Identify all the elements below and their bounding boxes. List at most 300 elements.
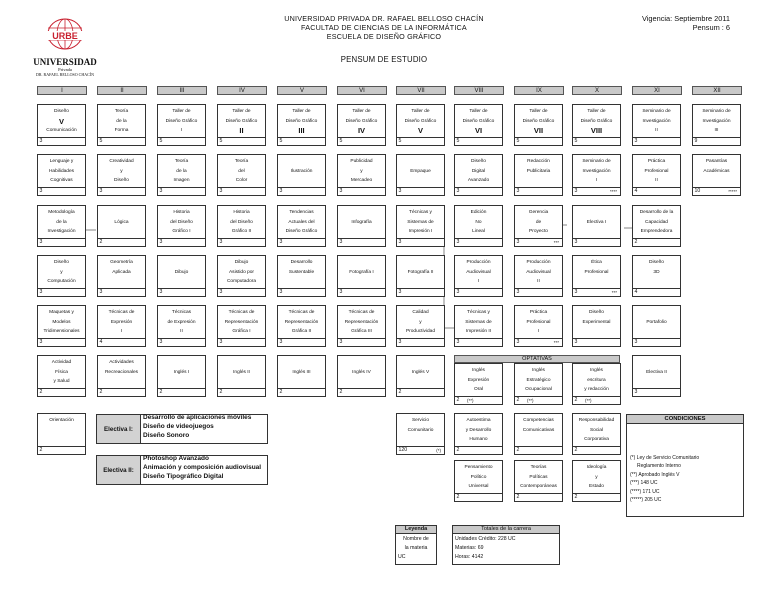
electiva-2-label: Electiva II: — [97, 456, 141, 484]
course-divider — [515, 187, 562, 188]
electiva-2-item: Diseño Tipográfico Digital — [143, 473, 224, 480]
course-name-line: Taller de — [172, 109, 191, 114]
course-divider — [573, 493, 620, 494]
course-credits: 2 — [279, 389, 283, 395]
course-credits: 3 — [279, 289, 283, 295]
course-credits: 2 — [159, 389, 163, 395]
course-credits: 3 — [339, 188, 343, 194]
course-box — [454, 255, 503, 297]
course-divider — [573, 396, 620, 397]
course-name — [398, 208, 443, 237]
course-name — [219, 308, 264, 337]
course-name-line: Gráfica II — [291, 329, 312, 334]
course-divider — [158, 137, 205, 138]
semester-header: III — [157, 86, 207, 95]
course-name — [694, 157, 739, 186]
course-name-line: Impresión II — [465, 329, 492, 334]
course-name-line: Física — [55, 369, 68, 375]
course-name-line — [398, 176, 443, 186]
course-name-line: No — [475, 219, 482, 225]
course-name — [456, 463, 501, 492]
course-name-line: Sistemas de — [465, 319, 492, 325]
course-name — [574, 208, 619, 237]
course-name-line — [99, 277, 144, 287]
course-credits: 3 — [398, 188, 402, 194]
course-name-line: y — [595, 474, 598, 480]
course-name-line: Ocupacional — [525, 387, 552, 392]
course-name-line: Pensamiento — [464, 465, 493, 470]
course-name — [279, 157, 324, 186]
course-box — [337, 104, 386, 146]
course-divider — [397, 338, 444, 339]
course-credits: 3 — [634, 138, 638, 144]
course-credits: 3 — [159, 289, 163, 295]
course-divider — [397, 388, 444, 389]
course-name-line: II — [239, 126, 244, 135]
course-divider — [455, 493, 502, 494]
course-box — [514, 104, 563, 146]
course-name-line: Expresión — [467, 377, 490, 383]
course-name — [99, 157, 144, 186]
course-name — [456, 258, 501, 287]
course-name-line: Audiovisual — [466, 269, 491, 275]
course-divider — [158, 338, 205, 339]
course-box — [157, 205, 206, 247]
course-credits: 5 — [339, 138, 343, 144]
course-name-line: Portafolio — [646, 319, 667, 325]
course-divider — [515, 338, 562, 339]
course-name — [279, 208, 324, 237]
course-credits: 3 — [39, 289, 43, 295]
course-name — [456, 107, 501, 136]
course-credits: 3 — [339, 239, 343, 245]
course-name-line: Gráfica III — [351, 329, 372, 334]
course-name — [516, 463, 561, 492]
optativas-header: OPTATIVAS — [454, 355, 620, 363]
course-credits: 5 — [159, 138, 163, 144]
condition-line: (*) Ley de Servicio Comunitario — [630, 455, 700, 461]
course-name-line: Diseño Gráfico — [285, 229, 318, 234]
totals-title: Totales de la carrera — [453, 526, 559, 534]
course-name-line: Competencias — [523, 418, 554, 423]
course-divider — [338, 288, 385, 289]
condition-line: (**) Aprobado Inglés V — [630, 471, 680, 478]
course-name — [456, 208, 501, 237]
course-box — [632, 154, 681, 196]
course-divider — [515, 137, 562, 138]
course-name-line: Impresión I — [408, 229, 433, 234]
course-credits: 3 — [279, 188, 283, 194]
course-name-line: Computadora — [226, 279, 257, 284]
course-name-line: Taller de — [411, 109, 430, 114]
course-box — [396, 413, 445, 455]
course-divider — [278, 388, 325, 389]
course-divider — [158, 238, 205, 239]
course-name-line: Seminario de — [702, 109, 731, 114]
course-name-line: Pasantías — [705, 159, 728, 164]
course-name-line — [279, 157, 324, 167]
course-name-line: Diseño Gráfico — [225, 118, 258, 124]
course-divider — [455, 137, 502, 138]
course-condition-mark: *** — [553, 340, 559, 345]
electiva-2-item: Photoshop Avanzado — [143, 455, 209, 462]
course-name-line: VI — [474, 126, 483, 135]
course-name-line: VIII — [590, 126, 603, 135]
course-name-line: Teoría — [114, 109, 129, 114]
course-name-line: I — [537, 329, 540, 334]
course-box — [337, 305, 386, 347]
course-name-line: Corporativa — [584, 437, 609, 442]
logo-sub1: Privada — [58, 67, 72, 72]
course-credits: 4 — [634, 188, 638, 194]
course-name-line — [634, 377, 679, 387]
course-name-line: Fotografía I — [349, 269, 374, 275]
course-credits: 2 — [574, 494, 578, 500]
course-credits: 3 — [574, 188, 578, 194]
course-name-line: y — [120, 168, 123, 174]
course-name-line: Desarrollo de la — [639, 210, 674, 215]
course-name-line — [159, 258, 204, 268]
course-condition-mark: ***** — [728, 189, 737, 194]
totals-line: Unidades Crédito: 228 UC — [455, 536, 516, 542]
course-box — [514, 413, 563, 455]
course-box — [37, 355, 86, 397]
course-name-line: I — [180, 128, 183, 133]
course-name-line: V — [417, 126, 423, 135]
course-name-line — [159, 358, 204, 368]
course-box — [37, 205, 86, 247]
course-divider — [397, 238, 444, 239]
course-name-line: Actividad — [51, 360, 72, 365]
course-name-line: Diseño Gráfico — [285, 118, 318, 124]
course-name-line: de la — [116, 118, 127, 124]
course-name-line: Diseño Gráfico — [462, 118, 495, 124]
course-box — [37, 413, 86, 455]
course-box — [454, 154, 503, 196]
course-name-line: Ilustración — [290, 168, 313, 174]
course-name-line: Responsabilidad — [578, 418, 615, 423]
course-box — [277, 205, 326, 247]
course-name-line: y redacción — [584, 387, 609, 392]
course-name-line — [99, 227, 144, 237]
course-name — [634, 208, 679, 237]
course-divider — [38, 338, 85, 339]
course-divider — [515, 238, 562, 239]
conditions-box — [626, 414, 744, 517]
course-divider — [573, 137, 620, 138]
course-name-line: Digital — [471, 168, 486, 174]
course-name-line — [159, 277, 204, 287]
course-name-line — [634, 358, 679, 368]
course-name-line: Electiva I — [586, 219, 607, 225]
course-name-line: Experimental — [582, 319, 611, 325]
electiva-2-items — [143, 454, 261, 481]
course-name-line: Expresión — [110, 319, 133, 325]
course-name-line: Color — [235, 178, 248, 183]
course-name-line — [634, 277, 679, 287]
course-name — [456, 366, 501, 395]
course-divider — [158, 187, 205, 188]
course-name — [634, 308, 679, 337]
course-credits: 9 — [694, 138, 698, 144]
course-credits: 5 — [279, 138, 283, 144]
course-name — [219, 208, 264, 237]
course-condition-mark: (*) — [436, 448, 441, 453]
course-credits: 2 — [339, 389, 343, 395]
semester-header: VI — [337, 86, 387, 95]
course-name — [574, 463, 619, 492]
course-name-line: Técnicas de — [348, 310, 375, 315]
course-name-line: Historia — [173, 210, 190, 215]
semester-header: II — [97, 86, 147, 95]
course-name-line: Técnicas de — [108, 310, 135, 315]
course-name-line: de la — [176, 168, 187, 174]
school-name: ESCUELA DE DISEÑO GRÁFICO — [326, 32, 442, 41]
course-name-line — [516, 176, 561, 186]
course-credits: 3 — [634, 389, 638, 395]
course-condition-mark: (**) — [527, 398, 534, 403]
course-name — [159, 258, 204, 287]
course-box — [277, 305, 326, 347]
course-name — [279, 258, 324, 287]
course-credits: 5 — [516, 138, 520, 144]
course-box — [396, 205, 445, 247]
course-name-line: Orientación — [49, 418, 74, 423]
course-name-line: Diseño — [471, 159, 486, 164]
course-name-line: Diseño Gráfico — [522, 118, 555, 124]
legend-line: la materia — [404, 545, 428, 551]
course-divider — [573, 288, 620, 289]
course-credits: 5 — [219, 138, 223, 144]
course-credits: 3 — [516, 289, 520, 295]
course-credits: 3 — [99, 289, 103, 295]
course-name-line — [516, 435, 561, 445]
course-name-line: Infografía — [351, 219, 372, 225]
course-name — [634, 107, 679, 136]
course-name-line: Capacidad — [645, 219, 668, 225]
course-name-line: Avanzado — [467, 178, 490, 183]
course-name — [159, 107, 204, 136]
course-name-line: Inglés — [472, 368, 485, 373]
course-box — [454, 413, 503, 455]
course-name-line: Habilidades — [48, 168, 75, 174]
course-divider — [397, 288, 444, 289]
course-divider — [38, 388, 85, 389]
course-name-line: Cognitivas — [50, 178, 73, 183]
course-box — [514, 205, 563, 247]
course-name-line: Recreacionales — [104, 369, 139, 375]
course-divider — [455, 338, 502, 339]
course-name-line: Diseño — [54, 260, 69, 265]
course-name-line: Estado — [589, 484, 604, 489]
course-name-line — [574, 277, 619, 287]
course-name-line: Representación — [344, 319, 379, 325]
course-box — [217, 154, 266, 196]
course-name-line: Técnicas y — [409, 210, 432, 215]
electiva-1-item: Diseño de videojuegos — [143, 423, 214, 430]
course-name-line: Profesional — [584, 269, 609, 275]
course-name-line: Inglés I — [173, 369, 190, 375]
course-divider — [455, 446, 502, 447]
course-name-line: Investigación — [702, 118, 731, 124]
course-name-line: Representación — [284, 319, 319, 325]
course-credits: 2 — [456, 397, 460, 403]
course-box — [337, 355, 386, 397]
course-name-line: Modelos — [52, 319, 71, 325]
electiva-2-item: Animación y composición audiovisual — [143, 464, 262, 471]
course-box — [217, 255, 266, 297]
course-name-line: Dibujo — [174, 269, 189, 275]
course-name-line: Teoría — [174, 159, 189, 164]
course-name — [279, 358, 324, 387]
course-box — [97, 104, 146, 146]
course-name-line — [339, 227, 384, 237]
course-credits: 3 — [456, 339, 460, 345]
course-divider — [338, 388, 385, 389]
semester-header: V — [277, 86, 327, 95]
course-name-line: Taller de — [292, 109, 311, 114]
course-name-line: Gerencia — [528, 210, 549, 215]
course-name-line: Geometría — [110, 260, 133, 265]
course-name-line: Técnicas de — [228, 310, 255, 315]
course-name — [398, 157, 443, 186]
course-credits: 3 — [574, 239, 578, 245]
course-name-line: Actuales del — [288, 219, 315, 225]
course-name-line — [339, 277, 384, 287]
electiva-1-label: Electiva I: — [97, 415, 141, 443]
course-box — [572, 255, 621, 297]
course-name — [39, 208, 84, 237]
course-name-line: Diseño Gráfico — [404, 118, 437, 124]
course-name — [339, 308, 384, 337]
course-box — [514, 460, 563, 502]
course-divider — [98, 338, 145, 339]
course-box — [572, 154, 621, 196]
course-name — [39, 416, 84, 445]
course-name-line: escritura — [587, 377, 606, 383]
course-name — [159, 308, 204, 337]
course-divider — [633, 338, 680, 339]
course-box — [692, 104, 741, 146]
course-box — [37, 154, 86, 196]
course-name-line: Tendencias — [289, 210, 314, 215]
course-name-line: Forma — [114, 128, 129, 133]
course-name-line: 3D — [653, 269, 660, 275]
course-name-line: Desarrollo — [290, 260, 313, 265]
course-box — [37, 305, 86, 347]
course-credits: 3 — [39, 188, 43, 194]
course-credits: 2 — [219, 389, 223, 395]
course-name-line: Inglés II — [233, 369, 250, 375]
pensum-number: Pensum : 6 — [692, 23, 730, 32]
course-name-line: Lógica — [114, 219, 129, 225]
course-name-line: Comunicación — [46, 128, 77, 133]
page-title: PENSUM DE ESTUDIO — [340, 55, 428, 64]
electiva-1-items — [143, 413, 251, 440]
course-credits: 3 — [398, 289, 402, 295]
course-name-line — [279, 377, 324, 387]
course-name — [516, 416, 561, 445]
course-name — [39, 157, 84, 186]
semester-header: XI — [632, 86, 682, 95]
course-name-line — [574, 208, 619, 218]
course-divider — [98, 388, 145, 389]
course-name-line — [39, 426, 84, 436]
course-name-line: Diseño — [589, 310, 604, 315]
course-credits: 5 — [574, 138, 578, 144]
course-name-line: Diseño — [54, 109, 69, 114]
course-name — [634, 258, 679, 287]
course-credits: 2 — [99, 389, 103, 395]
semester-header: I — [37, 86, 87, 95]
course-divider — [218, 238, 265, 239]
course-name — [39, 107, 84, 136]
course-divider — [338, 137, 385, 138]
course-name-line: Taller de — [529, 109, 548, 114]
course-name — [574, 416, 619, 445]
course-name — [99, 107, 144, 136]
course-box — [632, 355, 681, 397]
logo-sub2: DR. RAFAEL BELLOSO CHACÍN — [35, 72, 94, 77]
course-credits: 2 — [39, 389, 43, 395]
course-name — [99, 258, 144, 287]
course-divider — [98, 288, 145, 289]
course-name-line: Dibujo — [234, 260, 249, 265]
course-divider — [455, 288, 502, 289]
course-credits: 2 — [574, 397, 578, 403]
course-box — [157, 305, 206, 347]
course-name-line: Humano — [469, 437, 488, 442]
course-divider — [218, 338, 265, 339]
course-name-line: Práctica — [529, 310, 548, 315]
course-divider — [278, 187, 325, 188]
course-name-line: II — [655, 128, 658, 133]
course-box — [217, 305, 266, 347]
course-name-line: V — [58, 116, 64, 126]
course-box — [217, 205, 266, 247]
course-box — [632, 205, 681, 247]
course-name — [516, 366, 561, 395]
course-name-line: Contemporáneas — [520, 484, 557, 489]
course-box — [97, 355, 146, 397]
course-name — [219, 157, 264, 186]
course-name-line: Profesional — [526, 319, 551, 325]
course-credits: 3 — [456, 289, 460, 295]
electiva-1-item: Diseño Sonoro — [143, 432, 190, 439]
course-credits: 3 — [516, 188, 520, 194]
course-divider — [397, 137, 444, 138]
faculty-name: FACULTAD DE CIENCIAS DE LA INFORMÁTICA — [301, 23, 467, 32]
course-name-line: Técnicas de — [288, 310, 315, 315]
course-divider — [633, 288, 680, 289]
course-name-line: Comunitario — [407, 427, 434, 433]
course-box — [454, 104, 503, 146]
course-name-line: Sistemas de — [407, 219, 434, 225]
course-box — [37, 255, 86, 297]
course-name-line: y — [60, 269, 63, 275]
course-name-line: Publicidad — [350, 159, 373, 164]
course-name — [574, 157, 619, 186]
course-box — [277, 355, 326, 397]
course-name-line: Oral — [473, 387, 484, 392]
course-box — [277, 154, 326, 196]
course-condition-mark: **** — [609, 189, 617, 194]
course-box — [632, 305, 681, 347]
course-name-line: y — [360, 168, 363, 174]
course-credits: 3 — [39, 239, 43, 245]
course-name — [339, 107, 384, 136]
course-box — [572, 413, 621, 455]
